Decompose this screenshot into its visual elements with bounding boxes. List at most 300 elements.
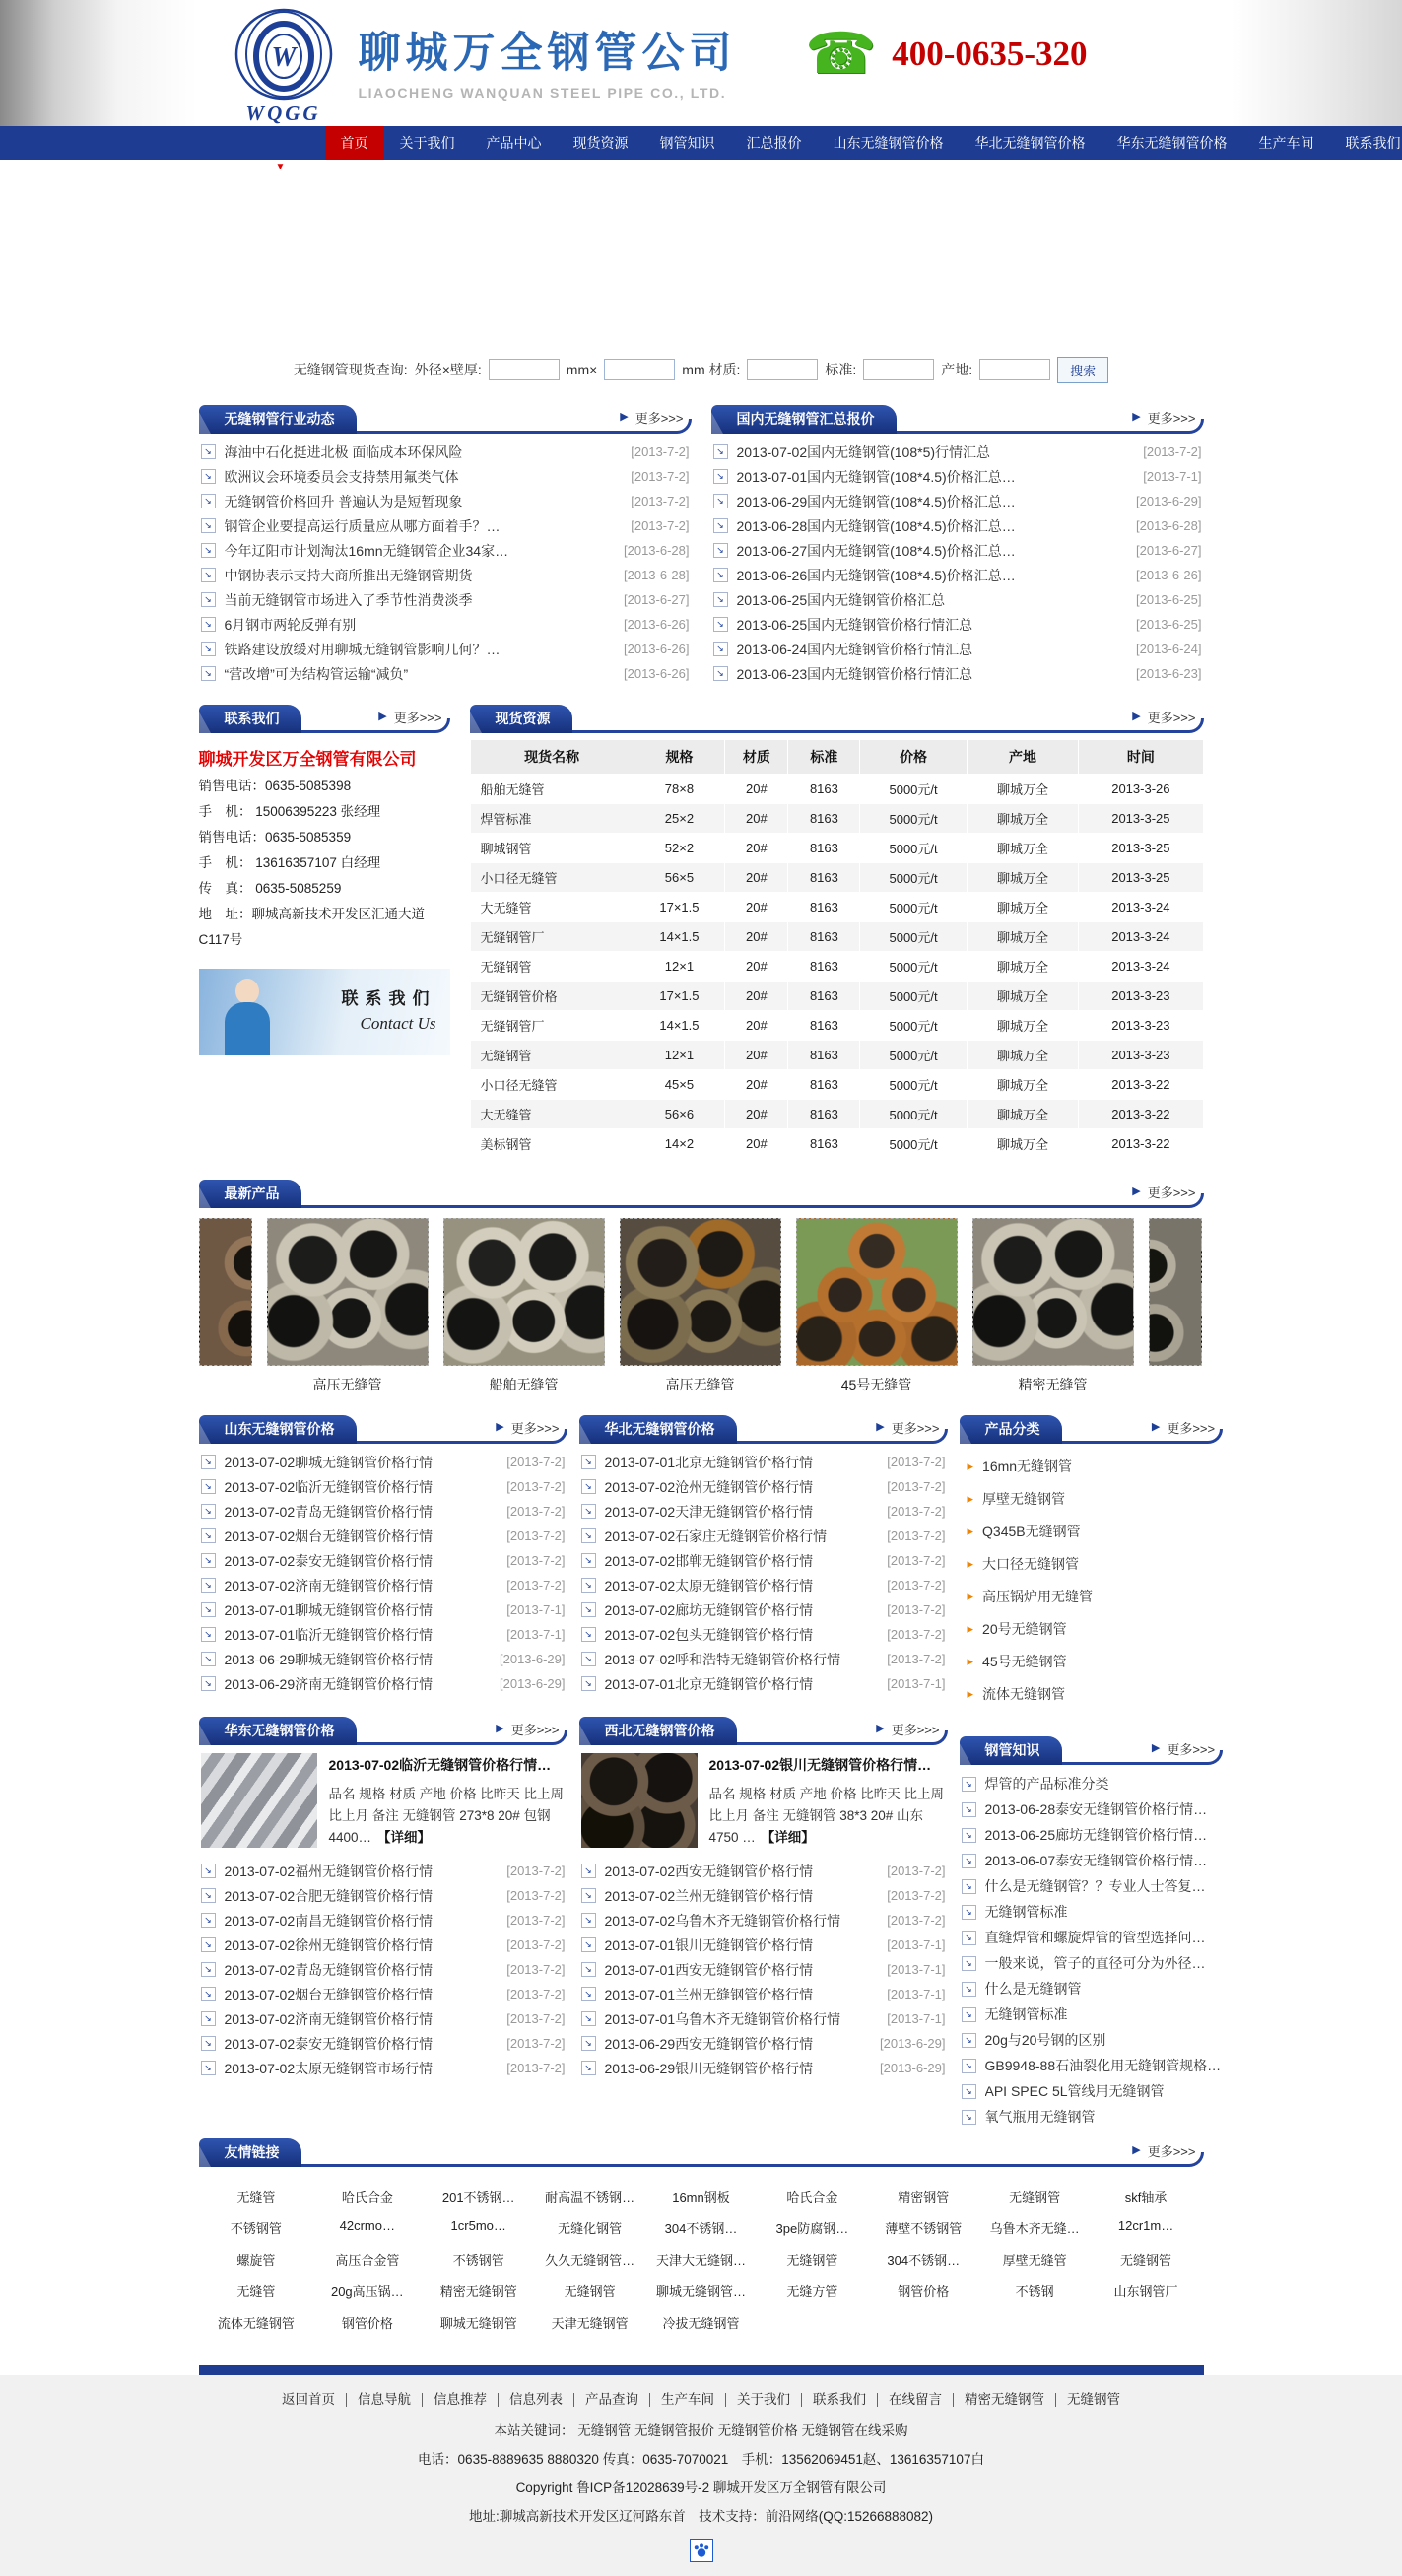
more-arrow-icon: ▶ bbox=[876, 1724, 884, 1734]
product-label[interactable]: 精密无缝管 bbox=[972, 1375, 1134, 1394]
featured-title[interactable]: 2013-07-02银川无缝钢管价格行情… bbox=[709, 1755, 946, 1775]
news-date: [2013-6-29] bbox=[1128, 494, 1202, 508]
arrow-bullet-icon: ↘ bbox=[962, 1828, 976, 1843]
more-link[interactable]: ▶ 更多>>> bbox=[1152, 1739, 1215, 1758]
news-date: [2013-7-2] bbox=[879, 1913, 945, 1928]
knowledge-link[interactable]: 无缝钢管标准 bbox=[985, 2004, 1068, 2024]
knowledge-link[interactable]: API SPEC 5L管线用无缝钢管 bbox=[985, 2081, 1165, 2101]
nav-item[interactable]: 现货资源 bbox=[558, 126, 644, 160]
knowledge-link[interactable]: 直缝焊管和螺旋焊管的管型选择问… bbox=[985, 1928, 1206, 1947]
table-row[interactable]: 小口径无缝管 56×5 20# 8163 5000元/t 聊城万全 2013-3-25 bbox=[471, 863, 1203, 892]
news-link[interactable]: 2013-07-02聊城无缝钢管价格行情 bbox=[225, 1453, 434, 1472]
table-row[interactable]: 无缝钢管价格 17×1.5 20# 8163 5000元/t 聊城万全 2013-3-23 bbox=[471, 982, 1203, 1010]
news-date: [2013-7-1] bbox=[879, 1937, 945, 1952]
knowledge-link[interactable]: 2013-06-25廊坊无缝钢管价格行情… bbox=[985, 1825, 1208, 1845]
friend-link[interactable]: 1cr5mo… bbox=[425, 2218, 532, 2237]
product-label[interactable]: 高压无缝管 bbox=[620, 1375, 781, 1394]
featured-title[interactable]: 2013-07-02临沂无缝钢管价格行情… bbox=[329, 1755, 566, 1775]
friend-link[interactable]: 耐高温不锈钢… bbox=[536, 2187, 643, 2205]
arrow-bullet-icon: ↘ bbox=[962, 2084, 976, 2099]
friend-link[interactable]: 精密无缝钢管 bbox=[425, 2281, 532, 2300]
arrow-bullet-icon: ↘ bbox=[713, 543, 728, 558]
article-thumbnail[interactable] bbox=[581, 1753, 698, 1848]
huadong-prices-box bbox=[199, 1714, 567, 2080]
table-row[interactable]: 船舶无缝管 78×8 20# 8163 5000元/t 聊城万全 2013-3-26 bbox=[471, 775, 1203, 803]
news-item bbox=[201, 2031, 566, 2056]
friend-link[interactable]: 钢管价格 bbox=[870, 2281, 977, 2300]
telephone-icon: ☎ bbox=[805, 26, 876, 83]
contact-us-photo[interactable] bbox=[199, 969, 450, 1055]
category-bullet-icon: ▸ bbox=[968, 1655, 974, 1667]
more-link[interactable]: ▶ 更多>>> bbox=[876, 1418, 939, 1437]
news-item bbox=[581, 1597, 946, 1622]
news-link[interactable]: 2013-07-02徐州无缝钢管价格行情 bbox=[225, 1935, 434, 1955]
news-date: [2013-6-29] bbox=[492, 1676, 566, 1691]
friend-link[interactable]: 20g高压锅… bbox=[313, 2281, 421, 2300]
news-date: [2013-7-2] bbox=[879, 1864, 945, 1878]
knowledge-link[interactable]: 焊管的产品标准分类 bbox=[985, 1774, 1109, 1794]
arrow-bullet-icon: ↘ bbox=[201, 1676, 216, 1691]
product-label[interactable]: 高压无缝管 bbox=[267, 1375, 429, 1394]
news-link[interactable]: 2013-07-02泰安无缝钢管价格行情 bbox=[225, 2034, 434, 2054]
friend-link[interactable]: 不锈钢管 bbox=[425, 2250, 532, 2269]
friend-link[interactable]: 42crmo… bbox=[313, 2218, 421, 2237]
footer-nav-link[interactable]: 精密无缝钢管 bbox=[954, 2393, 1056, 2407]
arrow-bullet-icon: ↘ bbox=[201, 1888, 216, 1903]
nav-item[interactable]: 汇总报价 bbox=[731, 126, 818, 160]
news-link[interactable]: 2013-07-02兰州无缝钢管价格行情 bbox=[605, 1886, 814, 1906]
news-link[interactable]: 无缝钢管价格回升 普遍认为是短暂现象 bbox=[225, 492, 463, 511]
news-link[interactable]: 2013-07-02青岛无缝钢管价格行情 bbox=[225, 1502, 434, 1522]
news-link[interactable]: 2013-07-01临沂无缝钢管价格行情 bbox=[225, 1625, 434, 1645]
company-name-en: LIAOCHENG WANQUAN STEEL PIPE CO., LTD. bbox=[359, 85, 737, 101]
news-item bbox=[201, 1932, 566, 1957]
box-title: 产品分类 bbox=[960, 1415, 1062, 1444]
material-input[interactable] bbox=[747, 359, 818, 380]
footer-nav-link[interactable]: 联系我们 bbox=[802, 2393, 878, 2407]
news-link[interactable]: 2013-07-02太原无缝钢管市场行情 bbox=[225, 2059, 434, 2078]
news-link[interactable]: 2013-07-02泰安无缝钢管价格行情 bbox=[225, 1551, 434, 1571]
news-date: [2013-6-26] bbox=[616, 642, 690, 656]
news-link[interactable]: 2013-07-02石家庄无缝钢管价格行情 bbox=[605, 1526, 828, 1546]
news-item bbox=[201, 1499, 566, 1524]
news-link[interactable]: 中钢协表示支持大商所推出无缝钢管期货 bbox=[225, 566, 473, 585]
news-item bbox=[713, 637, 1202, 661]
news-link[interactable]: 2013-06-29聊城无缝钢管价格行情 bbox=[225, 1650, 434, 1669]
table-row[interactable]: 无缝钢管厂 14×1.5 20# 8163 5000元/t 聊城万全 2013-3-23 bbox=[471, 1011, 1203, 1040]
news-link[interactable]: 2013-07-01乌鲁木齐无缝钢管价格行情 bbox=[605, 2009, 841, 2029]
more-link[interactable]: ▶ 更多>>> bbox=[1132, 408, 1195, 427]
friend-link[interactable]: 无缝方管 bbox=[759, 2281, 866, 2300]
news-link[interactable]: 欧洲议会环境委员会支持禁用氟类气体 bbox=[225, 467, 459, 487]
friend-link[interactable]: 螺旋管 bbox=[203, 2250, 310, 2269]
friend-link[interactable]: 不锈钢管 bbox=[203, 2218, 310, 2237]
arrow-bullet-icon: ↘ bbox=[713, 518, 728, 533]
contact-box bbox=[199, 702, 450, 1055]
knowledge-link[interactable]: 什么是无缝钢管 bbox=[985, 1979, 1082, 1999]
table-row[interactable]: 聊城钢管 52×2 20# 8163 5000元/t 聊城万全 2013-3-25 bbox=[471, 834, 1203, 862]
news-link[interactable]: 2013-06-26国内无缝钢管(108*4.5)价格汇总… bbox=[737, 566, 1016, 585]
table-row[interactable]: 小口径无缝管 45×5 20# 8163 5000元/t 聊城万全 2013-3-22 bbox=[471, 1070, 1203, 1099]
category-bullet-icon: ▸ bbox=[968, 1687, 974, 1700]
news-link[interactable]: 2013-06-24国内无缝钢管价格行情汇总 bbox=[737, 640, 973, 659]
footer-nav-link[interactable]: 关于我们 bbox=[726, 2393, 802, 2407]
arrow-bullet-icon: ↘ bbox=[201, 1504, 216, 1519]
nav-item[interactable]: 关于我们 bbox=[384, 126, 471, 160]
news-item bbox=[581, 2056, 946, 2080]
news-date: [2013-7-2] bbox=[879, 1504, 945, 1519]
news-link[interactable]: “营改增”可为结构管运输“减负” bbox=[225, 664, 409, 684]
friend-link[interactable]: 无缝钢管 bbox=[759, 2250, 866, 2269]
origin-label: 产地: bbox=[941, 360, 972, 379]
arrow-bullet-icon: ↘ bbox=[581, 1962, 596, 1977]
table-row[interactable]: 大无缝管 56×6 20# 8163 5000元/t 聊城万全 2013-3-22 bbox=[471, 1100, 1203, 1128]
table-row[interactable]: 美标钢管 14×2 20# 8163 5000元/t 聊城万全 2013-3-22 bbox=[471, 1129, 1203, 1158]
friend-link[interactable]: 聊城无缝钢管 bbox=[425, 2313, 532, 2332]
news-link[interactable]: 2013-06-29西安无缝钢管价格行情 bbox=[605, 2034, 814, 2054]
table-row[interactable]: 焊管标准 25×2 20# 8163 5000元/t 聊城万全 2013-3-25 bbox=[471, 804, 1203, 833]
footer-nav-link[interactable]: 返回首页 bbox=[271, 2393, 347, 2407]
news-item bbox=[713, 661, 1202, 686]
standard-label: 标准: bbox=[825, 360, 856, 379]
knowledge-item bbox=[962, 1822, 1222, 1848]
news-date: [2013-7-2] bbox=[499, 1455, 565, 1469]
footer-nav-link[interactable]: 信息导航 bbox=[347, 2393, 423, 2407]
news-link[interactable]: 2013-07-01北京无缝钢管价格行情 bbox=[605, 1453, 814, 1472]
news-item bbox=[581, 1548, 946, 1573]
knowledge-link[interactable]: 一般来说，管子的直径可分为外径… bbox=[985, 1953, 1206, 1973]
nav-item[interactable]: 首页 bbox=[325, 126, 384, 160]
friend-link[interactable]: 304不锈钢… bbox=[870, 2250, 977, 2269]
arrow-bullet-icon: ↘ bbox=[581, 1913, 596, 1928]
detail-link[interactable]: 【详细】 bbox=[377, 1830, 431, 1845]
main-nav bbox=[0, 126, 1402, 160]
arrow-bullet-icon: ↘ bbox=[581, 1602, 596, 1617]
friend-link[interactable]: 201不锈钢… bbox=[425, 2187, 532, 2205]
friend-link[interactable]: 无缝化钢管 bbox=[536, 2218, 643, 2237]
category-link[interactable]: 大口径无缝钢管 bbox=[982, 1554, 1079, 1574]
standard-input[interactable] bbox=[863, 359, 934, 380]
news-item bbox=[201, 661, 690, 686]
category-item bbox=[968, 1450, 1224, 1482]
news-item bbox=[713, 440, 1202, 464]
news-link[interactable]: 2013-06-29国内无缝钢管(108*4.5)价格汇总… bbox=[737, 492, 1016, 511]
news-item bbox=[201, 1548, 566, 1573]
spot-search-bar bbox=[199, 353, 1204, 386]
friend-link[interactable]: 无缝管 bbox=[203, 2281, 310, 2300]
news-link[interactable]: 2013-07-02南昌无缝钢管价格行情 bbox=[225, 1911, 434, 1931]
more-link[interactable]: ▶ 更多>>> bbox=[378, 708, 441, 726]
news-date: [2013-6-26] bbox=[616, 617, 690, 632]
news-date: [2013-7-2] bbox=[879, 1602, 945, 1617]
news-date: [2013-7-1] bbox=[499, 1627, 565, 1642]
news-date: [2013-7-2] bbox=[879, 1888, 945, 1903]
more-arrow-icon: ▶ bbox=[378, 712, 386, 722]
news-date: [2013-6-27] bbox=[616, 592, 690, 607]
knowledge-link[interactable]: 2013-06-07泰安无缝钢管价格行情… bbox=[985, 1851, 1208, 1870]
customer-service-avatar bbox=[225, 979, 270, 1055]
news-link[interactable]: 6月钢市两轮反弹有别 bbox=[225, 615, 357, 635]
friend-link[interactable]: 16mn钢板 bbox=[647, 2187, 755, 2205]
news-link[interactable]: 2013-06-29济南无缝钢管价格行情 bbox=[225, 1674, 434, 1694]
arrow-bullet-icon: ↘ bbox=[962, 2059, 976, 2073]
friend-link[interactable]: 薄壁不锈钢管 bbox=[870, 2218, 977, 2237]
knowledge-item bbox=[962, 1771, 1222, 1796]
nav-item[interactable]: 生产车间 bbox=[1243, 126, 1330, 160]
table-row[interactable]: 大无缝管 17×1.5 20# 8163 5000元/t 聊城万全 2013-3-24 bbox=[471, 893, 1203, 921]
friend-link[interactable]: 无缝钢管 bbox=[536, 2281, 643, 2300]
knowledge-item bbox=[962, 2104, 1222, 2130]
knowledge-link[interactable]: 2013-06-28泰安无缝钢管价格行情… bbox=[985, 1799, 1208, 1819]
friend-link[interactable]: 钢管价格 bbox=[313, 2313, 421, 2332]
arrow-bullet-icon: ↘ bbox=[581, 1479, 596, 1494]
news-link[interactable]: 2013-07-02青岛无缝钢管价格行情 bbox=[225, 1960, 434, 1980]
wall-thickness-input[interactable] bbox=[604, 359, 675, 380]
friend-link[interactable]: 哈氏合金 bbox=[759, 2187, 866, 2205]
nav-item[interactable]: 华北无缝钢管价格 bbox=[960, 126, 1102, 160]
news-date: [2013-7-2] bbox=[499, 1913, 565, 1928]
news-link[interactable]: 2013-07-02包头无缝钢管价格行情 bbox=[605, 1625, 814, 1645]
category-link[interactable]: 高压锅炉用无缝管 bbox=[982, 1587, 1093, 1606]
news-item bbox=[201, 1908, 566, 1932]
friend-link[interactable]: 山东钢管厂 bbox=[1093, 2281, 1200, 2300]
footer-nav-link[interactable]: 信息推荐 bbox=[423, 2393, 499, 2407]
friend-link[interactable]: 无缝钢管 bbox=[981, 2187, 1089, 2205]
nav-item[interactable]: 山东无缝钢管价格 bbox=[818, 126, 960, 160]
knowledge-link[interactable]: 20g与20号钢的区别 bbox=[985, 2030, 1106, 2050]
news-item bbox=[713, 538, 1202, 563]
friend-link[interactable]: 乌鲁木齐无缝… bbox=[981, 2218, 1089, 2237]
news-link[interactable]: 2013-07-02合肥无缝钢管价格行情 bbox=[225, 1886, 434, 1906]
more-link[interactable]: ▶ 更多>>> bbox=[1152, 1418, 1215, 1437]
news-date: [2013-7-2] bbox=[623, 444, 689, 459]
arrow-bullet-icon: ↘ bbox=[201, 1602, 216, 1617]
news-link[interactable]: 2013-06-25国内无缝钢管价格行情汇总 bbox=[737, 615, 973, 635]
more-arrow-icon: ▶ bbox=[1152, 1743, 1160, 1754]
nav-item[interactable]: 联系我们 bbox=[1330, 126, 1402, 160]
nav-item[interactable]: 钢管知识 bbox=[644, 126, 731, 160]
more-link[interactable]: ▶ 更多>>> bbox=[496, 1720, 559, 1738]
spot-resources-box bbox=[470, 702, 1204, 1159]
news-item bbox=[581, 2006, 946, 2031]
table-row[interactable]: 无缝钢管 12×1 20# 8163 5000元/t 聊城万全 2013-3-23 bbox=[471, 1041, 1203, 1069]
knowledge-link[interactable]: 无缝钢管标准 bbox=[985, 1902, 1068, 1922]
friend-link[interactable]: 无缝钢管 bbox=[1093, 2250, 1200, 2269]
friend-link[interactable]: 12cr1m… bbox=[1093, 2218, 1200, 2237]
news-date: [2013-7-2] bbox=[879, 1553, 945, 1568]
friend-link[interactable]: 精密钢管 bbox=[870, 2187, 977, 2205]
friend-link[interactable]: 304不锈钢… bbox=[647, 2218, 755, 2237]
more-link[interactable]: ▶ 更多>>> bbox=[1132, 2141, 1195, 2160]
search-button[interactable]: 搜索 bbox=[1057, 357, 1108, 383]
news-link[interactable]: 2013-07-02福州无缝钢管价格行情 bbox=[225, 1862, 434, 1881]
huabei-prices-box bbox=[579, 1412, 948, 1696]
more-arrow-icon: ▶ bbox=[496, 1422, 503, 1433]
category-link[interactable]: 16mn无缝钢管 bbox=[982, 1457, 1072, 1476]
news-link[interactable]: 2013-06-27国内无缝钢管(108*4.5)价格汇总… bbox=[737, 541, 1016, 561]
category-link[interactable]: 流体无缝钢管 bbox=[982, 1684, 1065, 1704]
box-title: 联系我们 bbox=[199, 705, 301, 733]
friend-link[interactable]: 3pe防腐钢… bbox=[759, 2218, 866, 2237]
more-link[interactable]: ▶ 更多>>> bbox=[620, 408, 683, 427]
news-link[interactable]: 2013-07-02济南无缝钢管价格行情 bbox=[225, 1576, 434, 1595]
contact-line: 手 机： 13616357107 白经理 bbox=[199, 850, 450, 876]
friend-link[interactable]: 流体无缝钢管 bbox=[203, 2313, 310, 2332]
company-logo[interactable] bbox=[225, 8, 343, 126]
product-image bbox=[972, 1218, 1134, 1366]
category-link[interactable]: 厚壁无缝钢管 bbox=[982, 1489, 1065, 1509]
box-title: 华东无缝钢管价格 bbox=[199, 1717, 357, 1745]
news-date: [2013-7-2] bbox=[499, 1864, 565, 1878]
footer-nav-link[interactable]: 产品查询 bbox=[574, 2393, 650, 2407]
friend-link[interactable]: 无缝管 bbox=[203, 2187, 310, 2205]
box-title: 友情链接 bbox=[199, 2138, 301, 2167]
spot-table-header-row: 现货名称 规格 材质 标准 价格 产地 时间 bbox=[471, 740, 1203, 774]
knowledge-item bbox=[962, 1873, 1222, 1899]
news-link[interactable]: 2013-07-02烟台无缝钢管价格行情 bbox=[225, 1526, 434, 1546]
news-link[interactable]: 2013-07-01聊城无缝钢管价格行情 bbox=[225, 1600, 434, 1620]
knowledge-link[interactable]: GB9948-88石油裂化用无缝钢管规格… bbox=[985, 2056, 1222, 2075]
nav-item[interactable]: 华东无缝钢管价格 bbox=[1102, 126, 1243, 160]
news-link[interactable]: 2013-07-01银川无缝钢管价格行情 bbox=[605, 1935, 814, 1955]
news-item bbox=[201, 612, 690, 637]
category-link[interactable]: 45号无缝钢管 bbox=[982, 1652, 1067, 1671]
article-thumbnail[interactable] bbox=[201, 1753, 317, 1848]
product-label[interactable]: 45号无缝管 bbox=[796, 1375, 958, 1394]
news-link[interactable]: 2013-07-02呼和浩特无缝钢管价格行情 bbox=[605, 1650, 841, 1669]
product-label[interactable]: 船舶无缝管 bbox=[443, 1375, 605, 1394]
news-date: [2013-7-2] bbox=[499, 1962, 565, 1977]
news-link[interactable]: 2013-07-01西安无缝钢管价格行情 bbox=[605, 1960, 814, 1980]
company-name: 聊城万全钢管公司 bbox=[359, 20, 737, 80]
friend-link[interactable]: 哈氏合金 bbox=[313, 2187, 421, 2205]
product-card[interactable] bbox=[620, 1218, 781, 1394]
news-date: [2013-7-1] bbox=[879, 1987, 945, 2001]
arrow-bullet-icon: ↘ bbox=[201, 1987, 216, 2001]
friend-link[interactable]: 厚壁无缝管 bbox=[981, 2250, 1089, 2269]
news-link[interactable]: 2013-07-02沧州无缝钢管价格行情 bbox=[605, 1477, 814, 1497]
news-item bbox=[201, 464, 690, 489]
news-link[interactable]: 2013-07-02乌鲁木齐无缝钢管价格行情 bbox=[605, 1911, 841, 1931]
product-carousel bbox=[199, 1218, 1204, 1394]
category-link[interactable]: Q345B无缝钢管 bbox=[982, 1522, 1081, 1541]
table-row[interactable]: 无缝钢管厂 14×1.5 20# 8163 5000元/t 聊城万全 2013-3-24 bbox=[471, 922, 1203, 951]
news-link[interactable]: 2013-07-01兰州无缝钢管价格行情 bbox=[605, 1985, 814, 2004]
news-link[interactable]: 2013-07-02西安无缝钢管价格行情 bbox=[605, 1862, 814, 1881]
featured-article bbox=[201, 1753, 566, 1849]
news-date: [2013-6-26] bbox=[1128, 568, 1202, 582]
news-link[interactable]: 2013-06-29银川无缝钢管价格行情 bbox=[605, 2059, 814, 2078]
arrow-bullet-icon: ↘ bbox=[962, 1905, 976, 1920]
news-link[interactable]: 钢管企业要提高运行质量应从哪方面着手？… bbox=[225, 516, 501, 536]
news-link[interactable]: 海油中石化挺进北极 面临成本环保风险 bbox=[225, 442, 463, 462]
more-link[interactable]: ▶ 更多>>> bbox=[1132, 1183, 1195, 1201]
news-date: [2013-7-2] bbox=[499, 1479, 565, 1494]
outer-diameter-input[interactable] bbox=[489, 359, 560, 380]
friend-link[interactable]: 天津大无缝钢… bbox=[647, 2250, 755, 2269]
contact-line: 销售电话：0635-5085398 bbox=[199, 774, 450, 799]
knowledge-link[interactable]: 氧气瓶用无缝钢管 bbox=[985, 2107, 1096, 2127]
category-item bbox=[968, 1547, 1224, 1580]
news-link[interactable]: 2013-07-02国内无缝钢管(108*5)行情汇总 bbox=[737, 442, 991, 462]
product-card[interactable] bbox=[443, 1218, 605, 1394]
news-item bbox=[713, 587, 1202, 612]
news-link[interactable]: 2013-07-02天津无缝钢管价格行情 bbox=[605, 1502, 814, 1522]
news-link[interactable]: 铁路建设放缓对用聊城无缝钢管影响几何？… bbox=[225, 640, 501, 659]
news-link[interactable]: 2013-07-02邯郸无缝钢管价格行情 bbox=[605, 1551, 814, 1571]
news-date: [2013-6-23] bbox=[1128, 666, 1202, 681]
nav-item[interactable]: 产品中心 bbox=[471, 126, 558, 160]
friend-link[interactable]: 天津无缝钢管 bbox=[536, 2313, 643, 2332]
friend-link[interactable]: 久久无缝钢管… bbox=[536, 2250, 643, 2269]
arrow-bullet-icon: ↘ bbox=[581, 1652, 596, 1666]
product-card[interactable] bbox=[796, 1218, 958, 1394]
search-query-label: 无缝钢管现货查询: bbox=[294, 360, 408, 379]
friend-link[interactable]: 不锈钢 bbox=[981, 2281, 1089, 2300]
friend-link[interactable]: skf轴承 bbox=[1093, 2187, 1200, 2205]
more-link[interactable]: ▶ 更多>>> bbox=[496, 1418, 559, 1437]
site-stats-paw-icon[interactable] bbox=[690, 2539, 713, 2562]
category-bullet-icon: ▸ bbox=[968, 1525, 974, 1537]
arrow-bullet-icon: ↘ bbox=[962, 2110, 976, 2125]
knowledge-item bbox=[962, 2053, 1222, 2078]
news-link[interactable]: 2013-07-02临沂无缝钢管价格行情 bbox=[225, 1477, 434, 1497]
news-item bbox=[201, 1573, 566, 1597]
news-item bbox=[201, 440, 690, 464]
product-card[interactable] bbox=[972, 1218, 1134, 1394]
friend-link[interactable]: 聊城无缝钢管… bbox=[647, 2281, 755, 2300]
news-link[interactable]: 2013-06-28国内无缝钢管(108*4.5)价格汇总… bbox=[737, 516, 1016, 536]
more-link[interactable]: ▶ 更多>>> bbox=[876, 1720, 939, 1738]
detail-link[interactable]: 【详细】 bbox=[762, 1830, 815, 1845]
news-item bbox=[581, 1647, 946, 1671]
news-link[interactable]: 2013-07-02太原无缝钢管价格行情 bbox=[605, 1576, 814, 1595]
news-link[interactable]: 今年辽阳市计划淘汰16mn无缝钢管企业34家… bbox=[225, 541, 509, 561]
footer-nav-link[interactable]: 生产车间 bbox=[650, 2393, 726, 2407]
more-arrow-icon: ▶ bbox=[620, 412, 628, 423]
table-row[interactable]: 无缝钢管 12×1 20# 8163 5000元/t 聊城万全 2013-3-24 bbox=[471, 952, 1203, 981]
footer-copyright: Copyright 鲁ICP备12028639号-2 聊城开发区万全钢管有限公司 bbox=[199, 2474, 1204, 2502]
news-item bbox=[201, 1982, 566, 2006]
news-link[interactable]: 2013-07-02廊坊无缝钢管价格行情 bbox=[605, 1600, 814, 1620]
origin-input[interactable] bbox=[979, 359, 1050, 380]
product-card[interactable] bbox=[267, 1218, 429, 1394]
news-link[interactable]: 2013-07-02烟台无缝钢管价格行情 bbox=[225, 1985, 434, 2004]
news-item bbox=[581, 1499, 946, 1524]
knowledge-item bbox=[962, 1899, 1222, 1925]
footer-nav-link[interactable]: 无缝钢管 bbox=[1056, 2393, 1131, 2407]
news-link[interactable]: 2013-07-02济南无缝钢管价格行情 bbox=[225, 2009, 434, 2029]
friend-link[interactable]: 高压合金管 bbox=[313, 2250, 421, 2269]
more-link[interactable]: ▶ 更多>>> bbox=[1132, 708, 1195, 726]
featured-summary: 品名 规格 材质 产地 价格 比昨天 比上周 比上月 备注 无缝钢管 273*8 20# 包钢 4400… bbox=[329, 1787, 565, 1845]
footer-nav-link[interactable]: 信息列表 bbox=[499, 2393, 574, 2407]
category-link[interactable]: 20号无缝钢管 bbox=[982, 1619, 1067, 1639]
footer-nav-link[interactable]: 在线留言 bbox=[878, 2393, 954, 2407]
news-link[interactable]: 2013-07-01国内无缝钢管(108*4.5)价格汇总… bbox=[737, 467, 1016, 487]
partial-product-image bbox=[199, 1218, 252, 1366]
friend-link[interactable]: 冷拔无缝钢管 bbox=[647, 2313, 755, 2332]
news-date: [2013-7-2] bbox=[623, 469, 689, 484]
news-link[interactable]: 当前无缝钢管市场进入了季节性消费淡季 bbox=[225, 590, 473, 610]
news-link[interactable]: 2013-06-25国内无缝钢管价格汇总 bbox=[737, 590, 946, 610]
banner-placeholder bbox=[199, 173, 1204, 353]
news-date: [2013-7-2] bbox=[499, 2011, 565, 2026]
brand-block bbox=[359, 20, 737, 101]
news-link[interactable]: 2013-06-23国内无缝钢管价格行情汇总 bbox=[737, 664, 973, 684]
knowledge-link[interactable]: 什么是无缝钢管？？专业人士答复… bbox=[985, 1876, 1206, 1896]
news-link[interactable]: 2013-07-01北京无缝钢管价格行情 bbox=[605, 1674, 814, 1694]
